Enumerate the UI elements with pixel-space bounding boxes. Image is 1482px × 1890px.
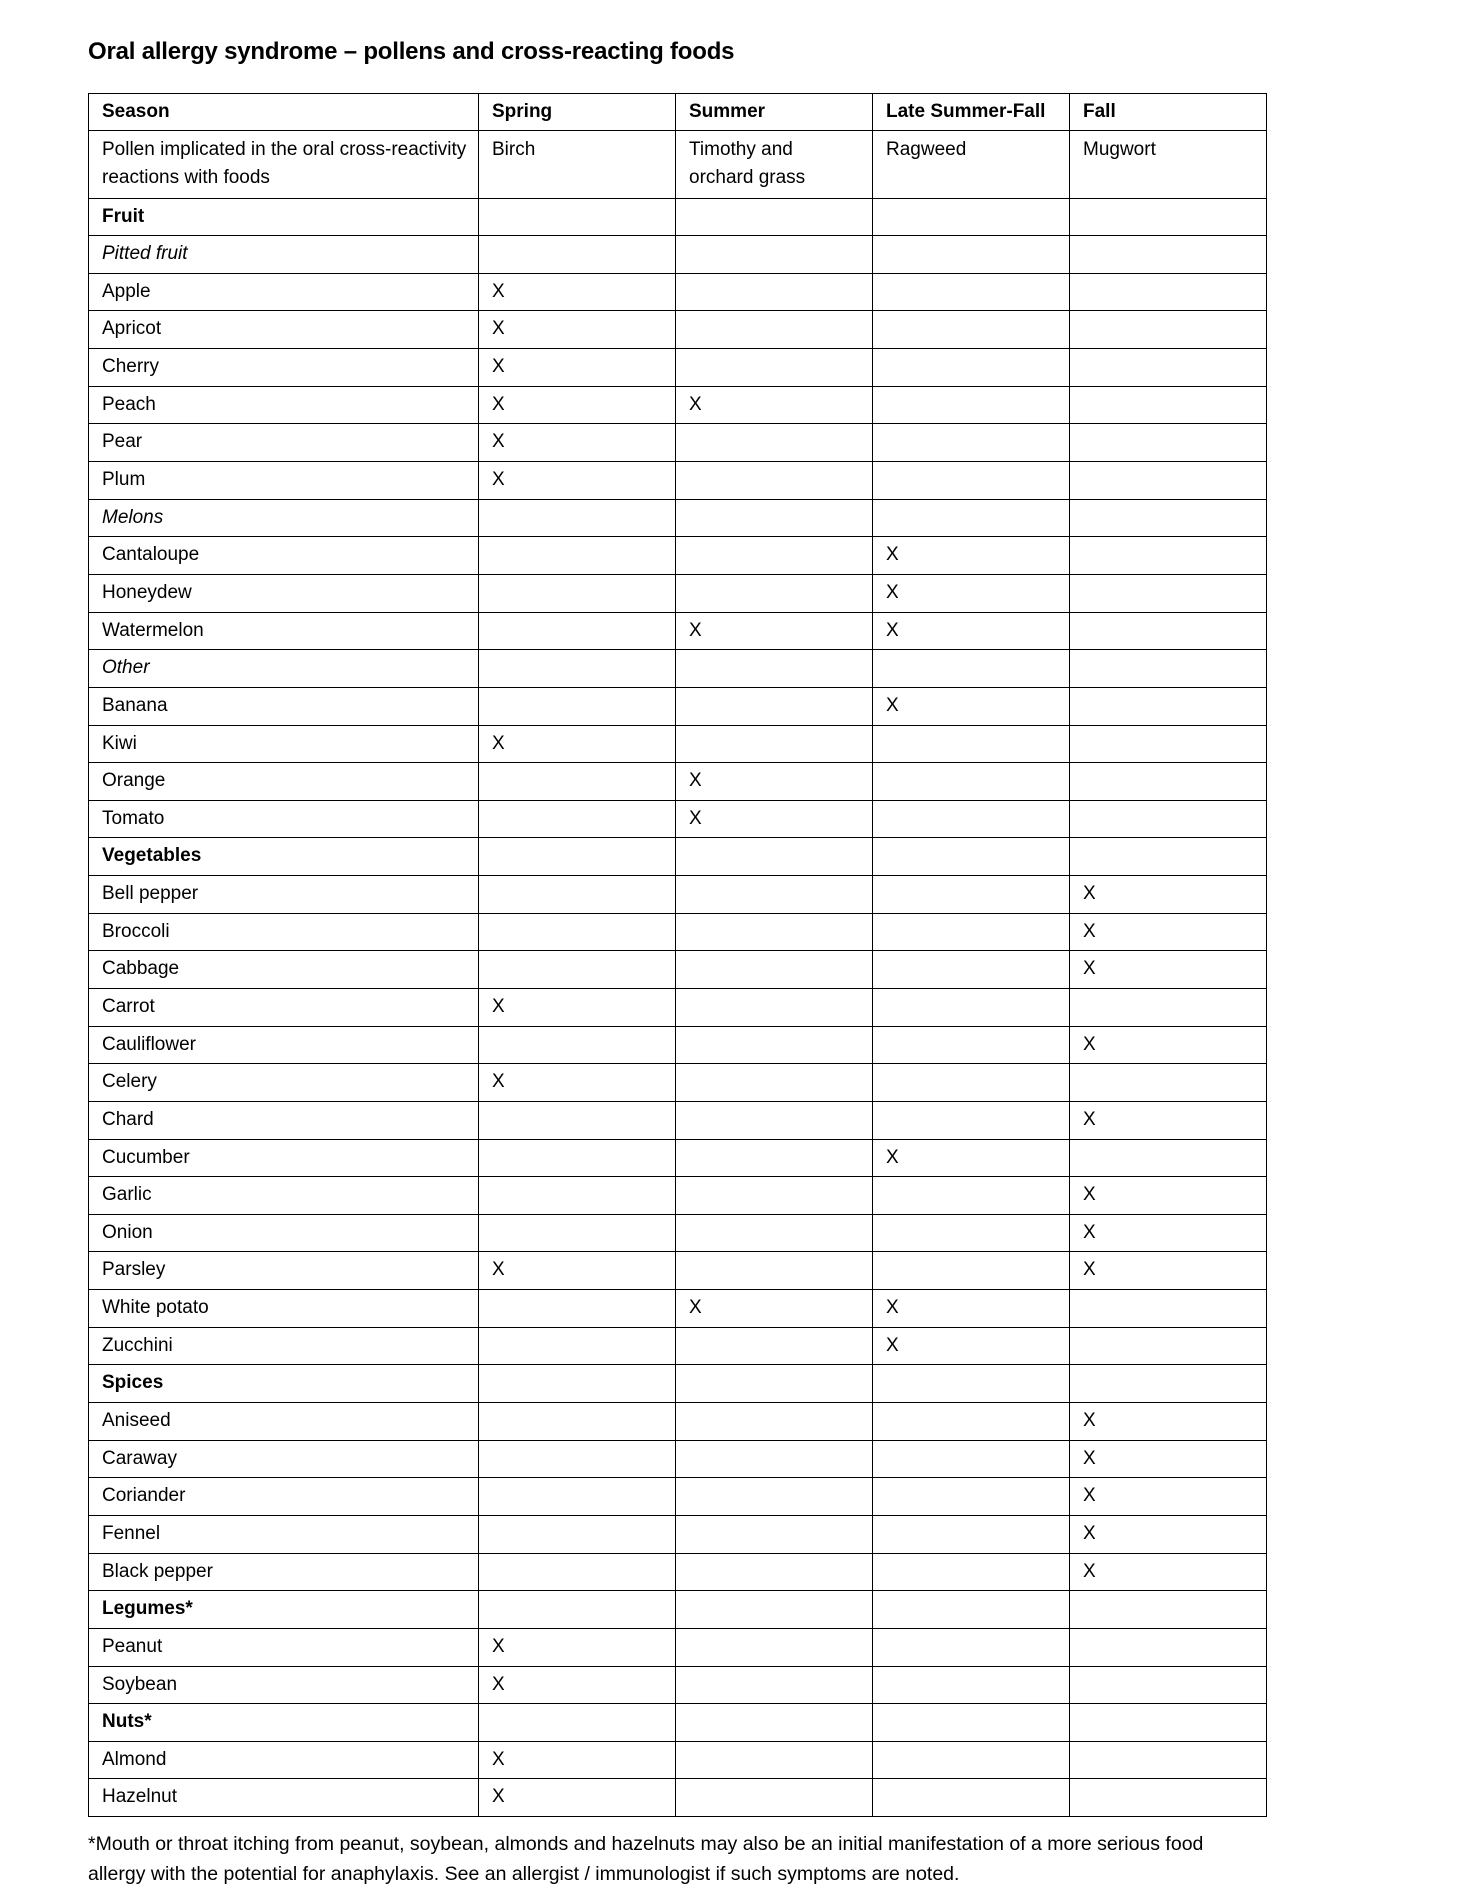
cell-late-summer-fall <box>873 1026 1070 1064</box>
table-row <box>89 1290 1267 1328</box>
table-row <box>89 462 1267 500</box>
table-row <box>89 1139 1267 1177</box>
cell-spring <box>479 499 676 537</box>
pollen-row-label: Pollen implicated in the oral cross-reactivity reactions with foods <box>89 131 479 198</box>
row-label: Caraway <box>89 1440 479 1478</box>
row-label: Apple <box>89 273 479 311</box>
table-row <box>89 1741 1267 1779</box>
cell-fall <box>1070 612 1267 650</box>
row-label: White potato <box>89 1290 479 1328</box>
cell-spring <box>479 1591 676 1629</box>
cell-summer <box>676 951 873 989</box>
cell-late-summer-fall <box>873 1666 1070 1704</box>
cell-summer <box>676 1628 873 1666</box>
cell-fall <box>1070 1704 1267 1742</box>
row-label: Celery <box>89 1064 479 1102</box>
cell-fall <box>1070 236 1267 274</box>
row-label: Plum <box>89 462 479 500</box>
cell-spring <box>479 687 676 725</box>
cell-summer: X <box>676 386 873 424</box>
table-row <box>89 311 1267 349</box>
table-head <box>89 93 1267 131</box>
cell-fall <box>1070 424 1267 462</box>
cell-late-summer-fall <box>873 876 1070 914</box>
row-label: Zucchini <box>89 1327 479 1365</box>
table-row <box>89 1553 1267 1591</box>
page-title: Oral allergy syndrome – pollens and cross-reacting foods <box>88 38 735 65</box>
cell-late-summer-fall: X <box>873 1139 1070 1177</box>
cell-summer <box>676 424 873 462</box>
cell-fall <box>1070 311 1267 349</box>
table-row <box>89 273 1267 311</box>
cell-summer <box>676 1478 873 1516</box>
cell-late-summer-fall: X <box>873 612 1070 650</box>
cell-spring: X <box>479 424 676 462</box>
row-label: Watermelon <box>89 612 479 650</box>
table-row <box>89 574 1267 612</box>
cell-fall <box>1070 838 1267 876</box>
cell-late-summer-fall <box>873 1515 1070 1553</box>
row-label: Cauliflower <box>89 1026 479 1064</box>
cell-late-summer-fall <box>873 1779 1070 1817</box>
cell-spring: X <box>479 1666 676 1704</box>
table-row <box>89 1026 1267 1064</box>
cell-summer <box>676 1327 873 1365</box>
cell-fall <box>1070 1139 1267 1177</box>
cell-summer <box>676 650 873 688</box>
cell-fall <box>1070 349 1267 387</box>
cell-summer <box>676 462 873 500</box>
cell-spring: X <box>479 386 676 424</box>
cell-fall: X <box>1070 1101 1267 1139</box>
cell-late-summer-fall <box>873 1214 1070 1252</box>
row-label: Cherry <box>89 349 479 387</box>
cell-summer: X <box>676 800 873 838</box>
cell-fall <box>1070 1628 1267 1666</box>
row-label: Nuts* <box>89 1704 479 1742</box>
cell-late-summer-fall <box>873 1064 1070 1102</box>
row-label: Peanut <box>89 1628 479 1666</box>
table-row <box>89 838 1267 876</box>
cell-summer <box>676 1101 873 1139</box>
cell-fall <box>1070 273 1267 311</box>
cell-summer <box>676 1666 873 1704</box>
table-row <box>89 650 1267 688</box>
table-body <box>89 131 1267 1817</box>
cell-late-summer-fall <box>873 800 1070 838</box>
cell-fall: X <box>1070 1553 1267 1591</box>
cell-late-summer-fall <box>873 462 1070 500</box>
pollen-spring: Birch <box>479 131 676 198</box>
cell-spring: X <box>479 462 676 500</box>
pollen-summer: Timothy and orchard grass <box>676 131 873 198</box>
cell-fall: X <box>1070 1440 1267 1478</box>
cell-summer <box>676 236 873 274</box>
cell-late-summer-fall <box>873 1403 1070 1441</box>
column-header-spring: Spring <box>479 93 676 131</box>
cell-late-summer-fall <box>873 424 1070 462</box>
cell-fall <box>1070 537 1267 575</box>
cell-late-summer-fall <box>873 1252 1070 1290</box>
cell-summer <box>676 1440 873 1478</box>
cell-spring <box>479 1403 676 1441</box>
cell-summer <box>676 1214 873 1252</box>
row-label: Fennel <box>89 1515 479 1553</box>
cell-spring: X <box>479 988 676 1026</box>
cell-fall <box>1070 1591 1267 1629</box>
table-row <box>89 1591 1267 1629</box>
cell-spring: X <box>479 725 676 763</box>
cell-summer <box>676 988 873 1026</box>
cell-spring: X <box>479 1252 676 1290</box>
cell-spring <box>479 1026 676 1064</box>
cell-summer <box>676 311 873 349</box>
cell-late-summer-fall: X <box>873 687 1070 725</box>
cell-summer <box>676 1403 873 1441</box>
cell-late-summer-fall: X <box>873 537 1070 575</box>
cell-spring <box>479 1704 676 1742</box>
cell-spring: X <box>479 1064 676 1102</box>
table-row <box>89 1177 1267 1215</box>
column-header-season: Season <box>89 93 479 131</box>
cell-fall: X <box>1070 1478 1267 1516</box>
row-label: Fruit <box>89 198 479 236</box>
row-label: Other <box>89 650 479 688</box>
table-row <box>89 1515 1267 1553</box>
cell-summer: X <box>676 1290 873 1328</box>
pollen-row <box>89 131 1267 198</box>
cell-spring <box>479 1515 676 1553</box>
table-row <box>89 1704 1267 1742</box>
row-label: Parsley <box>89 1252 479 1290</box>
cell-fall <box>1070 1779 1267 1817</box>
cell-late-summer-fall <box>873 1591 1070 1629</box>
cell-summer <box>676 1177 873 1215</box>
cell-spring <box>479 838 676 876</box>
cell-summer <box>676 876 873 914</box>
row-label: Legumes* <box>89 1591 479 1629</box>
table-row <box>89 687 1267 725</box>
row-label: Bell pepper <box>89 876 479 914</box>
table-row <box>89 1440 1267 1478</box>
row-label: Onion <box>89 1214 479 1252</box>
cell-spring <box>479 800 676 838</box>
cell-fall <box>1070 725 1267 763</box>
cell-late-summer-fall <box>873 988 1070 1026</box>
cell-spring <box>479 1440 676 1478</box>
row-label: Coriander <box>89 1478 479 1516</box>
table-row <box>89 424 1267 462</box>
cell-late-summer-fall <box>873 1440 1070 1478</box>
row-label: Pear <box>89 424 479 462</box>
cell-spring <box>479 650 676 688</box>
cell-fall <box>1070 650 1267 688</box>
cell-late-summer-fall <box>873 1553 1070 1591</box>
cell-fall: X <box>1070 876 1267 914</box>
pollen-late-summer-fall: Ragweed <box>873 131 1070 198</box>
cell-late-summer-fall <box>873 1101 1070 1139</box>
row-label: Hazelnut <box>89 1779 479 1817</box>
row-label: Chard <box>89 1101 479 1139</box>
table-row <box>89 725 1267 763</box>
table-row <box>89 1064 1267 1102</box>
cell-summer: X <box>676 612 873 650</box>
cell-fall <box>1070 687 1267 725</box>
cell-summer <box>676 913 873 951</box>
cell-late-summer-fall <box>873 951 1070 989</box>
cell-summer <box>676 198 873 236</box>
cell-summer: X <box>676 763 873 801</box>
cell-late-summer-fall <box>873 311 1070 349</box>
cell-late-summer-fall <box>873 499 1070 537</box>
cell-spring: X <box>479 1628 676 1666</box>
table-row <box>89 236 1267 274</box>
cell-fall <box>1070 988 1267 1026</box>
cell-fall: X <box>1070 1177 1267 1215</box>
cell-summer <box>676 1064 873 1102</box>
cell-spring: X <box>479 273 676 311</box>
table-row <box>89 988 1267 1026</box>
cell-late-summer-fall <box>873 913 1070 951</box>
cell-fall <box>1070 499 1267 537</box>
row-label: Honeydew <box>89 574 479 612</box>
cell-summer <box>676 1741 873 1779</box>
cell-spring <box>479 951 676 989</box>
cell-late-summer-fall <box>873 236 1070 274</box>
row-label: Black pepper <box>89 1553 479 1591</box>
column-header-summer: Summer <box>676 93 873 131</box>
cell-late-summer-fall <box>873 1704 1070 1742</box>
table-row <box>89 763 1267 801</box>
cell-late-summer-fall <box>873 1177 1070 1215</box>
row-label: Peach <box>89 386 479 424</box>
cell-fall <box>1070 1741 1267 1779</box>
cell-fall <box>1070 462 1267 500</box>
cell-fall <box>1070 1365 1267 1403</box>
table-row <box>89 537 1267 575</box>
cell-fall <box>1070 386 1267 424</box>
table-row <box>89 1101 1267 1139</box>
table-row <box>89 1365 1267 1403</box>
cell-fall: X <box>1070 1252 1267 1290</box>
cell-late-summer-fall <box>873 838 1070 876</box>
cell-summer <box>676 1515 873 1553</box>
row-label: Banana <box>89 687 479 725</box>
cell-summer <box>676 687 873 725</box>
cell-summer <box>676 1252 873 1290</box>
cell-fall <box>1070 1327 1267 1365</box>
row-label: Broccoli <box>89 913 479 951</box>
cell-spring <box>479 612 676 650</box>
row-label: Tomato <box>89 800 479 838</box>
table-row <box>89 1403 1267 1441</box>
cell-spring: X <box>479 1741 676 1779</box>
cell-fall <box>1070 1666 1267 1704</box>
cell-summer <box>676 1139 873 1177</box>
cell-late-summer-fall <box>873 349 1070 387</box>
cell-summer <box>676 537 873 575</box>
cell-summer <box>676 499 873 537</box>
cell-late-summer-fall <box>873 386 1070 424</box>
cell-summer <box>676 1365 873 1403</box>
cell-summer <box>676 1553 873 1591</box>
cell-spring <box>479 1177 676 1215</box>
cell-spring <box>479 1553 676 1591</box>
cell-summer <box>676 1704 873 1742</box>
cell-late-summer-fall <box>873 1741 1070 1779</box>
cell-spring <box>479 1101 676 1139</box>
row-label: Kiwi <box>89 725 479 763</box>
footnote: *Mouth or throat itching from peanut, soybean, almonds and hazelnuts may also be an initial manifestation of a more serious food allergy with the potential for anaphylaxis. See an allergist / immunologist if such symptoms are noted. <box>88 1833 1204 1886</box>
cell-late-summer-fall <box>873 198 1070 236</box>
table-header-row <box>89 93 1267 131</box>
cell-fall <box>1070 1064 1267 1102</box>
table-row <box>89 612 1267 650</box>
cell-fall: X <box>1070 1403 1267 1441</box>
table-row <box>89 951 1267 989</box>
cell-fall: X <box>1070 1515 1267 1553</box>
column-header-late-summer-fall: Late Summer-Fall <box>873 93 1070 131</box>
row-label: Aniseed <box>89 1403 479 1441</box>
cell-late-summer-fall <box>873 273 1070 311</box>
row-label: Orange <box>89 763 479 801</box>
table-row <box>89 1214 1267 1252</box>
cell-fall: X <box>1070 1026 1267 1064</box>
cell-fall <box>1070 1290 1267 1328</box>
table-row <box>89 1628 1267 1666</box>
row-label: Pitted fruit <box>89 236 479 274</box>
cell-spring <box>479 876 676 914</box>
cell-summer <box>676 273 873 311</box>
cell-summer <box>676 574 873 612</box>
table-row <box>89 198 1267 236</box>
cell-fall: X <box>1070 951 1267 989</box>
cell-spring: X <box>479 349 676 387</box>
cell-summer <box>676 725 873 763</box>
table-row <box>89 1478 1267 1516</box>
row-label: Cantaloupe <box>89 537 479 575</box>
oas-table <box>88 93 1267 1817</box>
pollen-fall: Mugwort <box>1070 131 1267 198</box>
cell-summer <box>676 1779 873 1817</box>
cell-fall <box>1070 574 1267 612</box>
column-header-fall: Fall <box>1070 93 1267 131</box>
cell-summer <box>676 349 873 387</box>
cell-spring <box>479 1365 676 1403</box>
row-label: Spices <box>89 1365 479 1403</box>
cell-spring: X <box>479 311 676 349</box>
cell-fall <box>1070 198 1267 236</box>
cell-summer <box>676 1591 873 1629</box>
cell-fall <box>1070 763 1267 801</box>
row-label: Carrot <box>89 988 479 1026</box>
cell-late-summer-fall <box>873 763 1070 801</box>
cell-summer <box>676 838 873 876</box>
row-label: Cabbage <box>89 951 479 989</box>
table-row <box>89 800 1267 838</box>
cell-spring <box>479 1214 676 1252</box>
cell-summer <box>676 1026 873 1064</box>
row-label: Vegetables <box>89 838 479 876</box>
cell-spring <box>479 198 676 236</box>
row-label: Soybean <box>89 1666 479 1704</box>
cell-fall: X <box>1070 913 1267 951</box>
cell-spring <box>479 763 676 801</box>
cell-spring <box>479 1327 676 1365</box>
cell-fall: X <box>1070 1214 1267 1252</box>
cell-spring <box>479 236 676 274</box>
cell-spring <box>479 1478 676 1516</box>
table-row <box>89 876 1267 914</box>
table-row <box>89 386 1267 424</box>
row-label: Garlic <box>89 1177 479 1215</box>
table-row <box>89 913 1267 951</box>
cell-spring <box>479 1290 676 1328</box>
cell-late-summer-fall <box>873 1365 1070 1403</box>
row-label: Melons <box>89 499 479 537</box>
cell-late-summer-fall <box>873 725 1070 763</box>
cell-fall <box>1070 800 1267 838</box>
cell-spring <box>479 574 676 612</box>
table-row <box>89 1327 1267 1365</box>
cell-late-summer-fall: X <box>873 574 1070 612</box>
cell-late-summer-fall <box>873 650 1070 688</box>
cell-late-summer-fall: X <box>873 1327 1070 1365</box>
cell-late-summer-fall <box>873 1628 1070 1666</box>
table-row <box>89 499 1267 537</box>
cell-spring <box>479 1139 676 1177</box>
row-label: Cucumber <box>89 1139 479 1177</box>
table-row <box>89 349 1267 387</box>
row-label: Almond <box>89 1741 479 1779</box>
cell-late-summer-fall <box>873 1478 1070 1516</box>
cell-spring <box>479 537 676 575</box>
table-row <box>89 1779 1267 1817</box>
table-row <box>89 1666 1267 1704</box>
cell-spring: X <box>479 1779 676 1817</box>
table-row <box>89 1252 1267 1290</box>
cell-spring <box>479 913 676 951</box>
row-label: Apricot <box>89 311 479 349</box>
cell-late-summer-fall: X <box>873 1290 1070 1328</box>
